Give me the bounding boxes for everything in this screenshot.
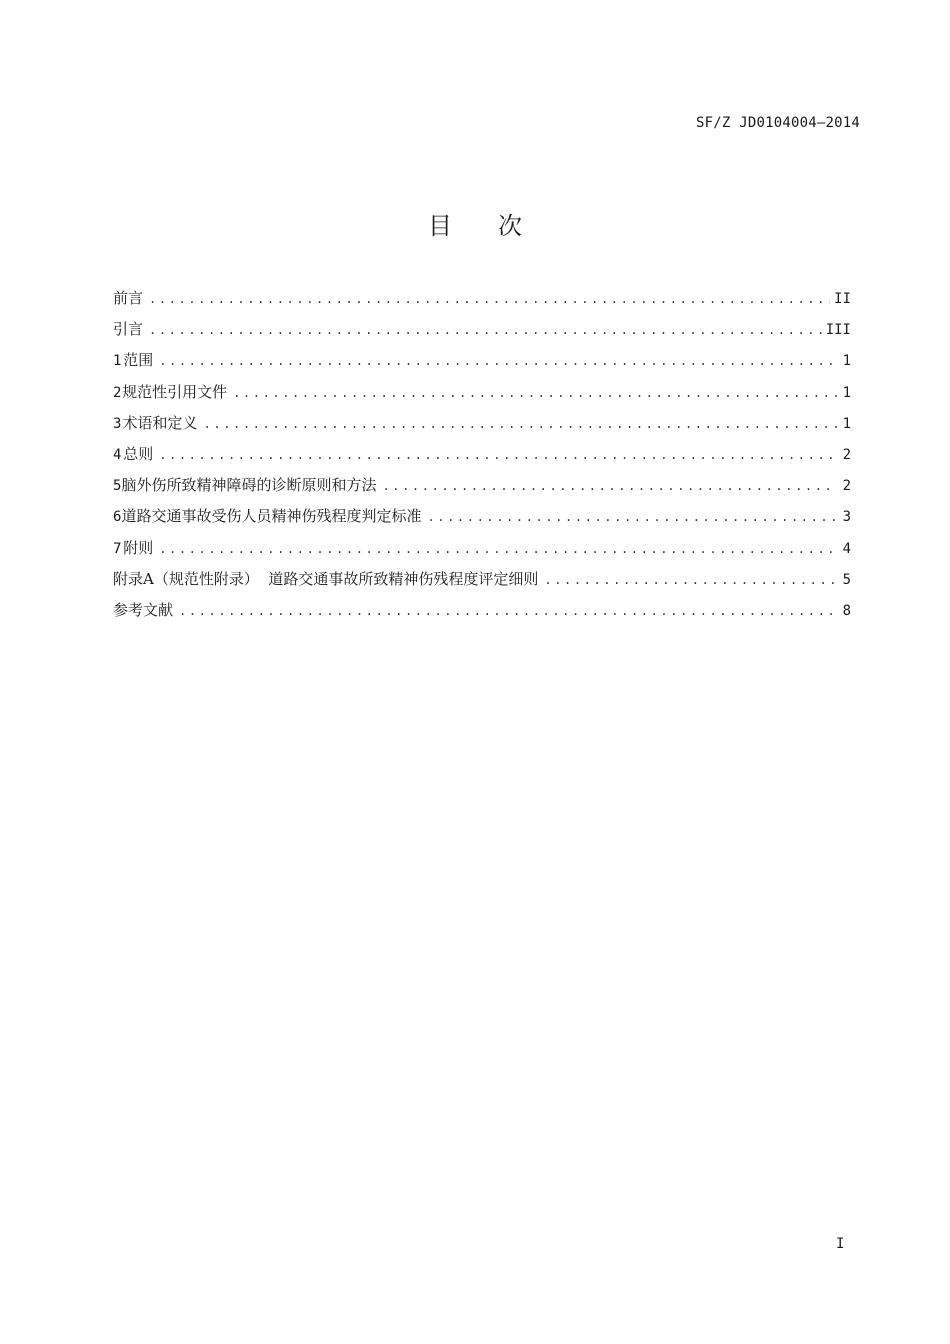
toc-entry-page: III	[825, 322, 851, 339]
toc-entry-title: 参考文献	[113, 600, 174, 619]
dot-leader	[179, 604, 837, 618]
dot-leader	[159, 448, 837, 462]
toc-entry-page: 1	[842, 353, 851, 370]
table-of-contents	[113, 287, 851, 630]
toc-entry-page: 3	[842, 509, 851, 526]
toc-title-char-1: 目	[428, 212, 452, 240]
toc-entry-title: 前言	[113, 289, 144, 307]
dot-leader	[544, 573, 837, 587]
toc-entry-page: II	[834, 291, 851, 307]
toc-entry-number: 7	[113, 540, 122, 557]
dot-leader	[159, 354, 837, 368]
toc-entry-diagnosis-methods[interactable]	[113, 474, 851, 505]
toc-entry-bibliography[interactable]	[113, 599, 851, 630]
toc-entry-introduction[interactable]	[113, 318, 851, 349]
toc-entry-foreword[interactable]	[113, 287, 851, 318]
dot-leader	[149, 292, 830, 306]
toc-entry-title: 术语和定义	[122, 413, 198, 432]
dot-leader	[159, 542, 837, 556]
toc-entry-page: 8	[842, 602, 851, 619]
toc-entry-general-principles[interactable]	[113, 443, 851, 474]
page-number: I	[836, 1236, 845, 1252]
toc-entry-number: 6	[113, 509, 122, 526]
toc-entry-supplementary-provisions[interactable]	[113, 537, 851, 568]
dot-leader	[382, 479, 837, 493]
toc-entry-disability-standards[interactable]	[113, 505, 851, 536]
toc-entry-title: 附录A（规范性附录） 道路交通事故所致精神伤残程度评定细则	[113, 569, 539, 588]
toc-entry-page: 1	[842, 415, 851, 432]
toc-entry-title: 引言	[113, 320, 144, 339]
document-code: SF/Z JD0104004—2014	[696, 115, 860, 131]
toc-entry-number: 5	[113, 478, 122, 495]
toc-entry-title: 规范性引用文件	[122, 382, 228, 401]
toc-entry-page: 5	[842, 571, 851, 588]
toc-entry-page: 2	[842, 446, 851, 463]
toc-entry-title: 道路交通事故受伤人员精神伤残程度判定标准	[121, 507, 422, 526]
toc-entry-number: 2	[113, 384, 122, 401]
toc-entry-page: 2	[842, 478, 851, 495]
toc-entry-terms-definitions[interactable]	[113, 412, 851, 443]
toc-entry-normative-references[interactable]	[113, 381, 851, 412]
dot-leader	[233, 386, 837, 400]
toc-entry-title: 范围	[123, 351, 154, 370]
dot-leader	[427, 510, 837, 524]
dot-leader	[149, 323, 822, 337]
toc-entry-title: 附则	[123, 538, 154, 557]
toc-entry-number: 4	[113, 446, 122, 463]
toc-title	[0, 206, 950, 241]
dot-leader	[204, 417, 837, 431]
toc-entry-appendix-a[interactable]	[113, 568, 851, 599]
toc-entry-page: 1	[842, 384, 851, 401]
toc-entry-number: 1	[113, 353, 122, 370]
toc-entry-title: 总则	[123, 444, 154, 463]
toc-entry-scope[interactable]	[113, 349, 851, 380]
toc-title-char-2: 次	[498, 212, 522, 240]
toc-entry-title: 脑外伤所致精神障碍的诊断原则和方法	[121, 476, 377, 495]
toc-entry-number: 3	[113, 415, 122, 432]
toc-entry-page: 4	[842, 540, 851, 557]
